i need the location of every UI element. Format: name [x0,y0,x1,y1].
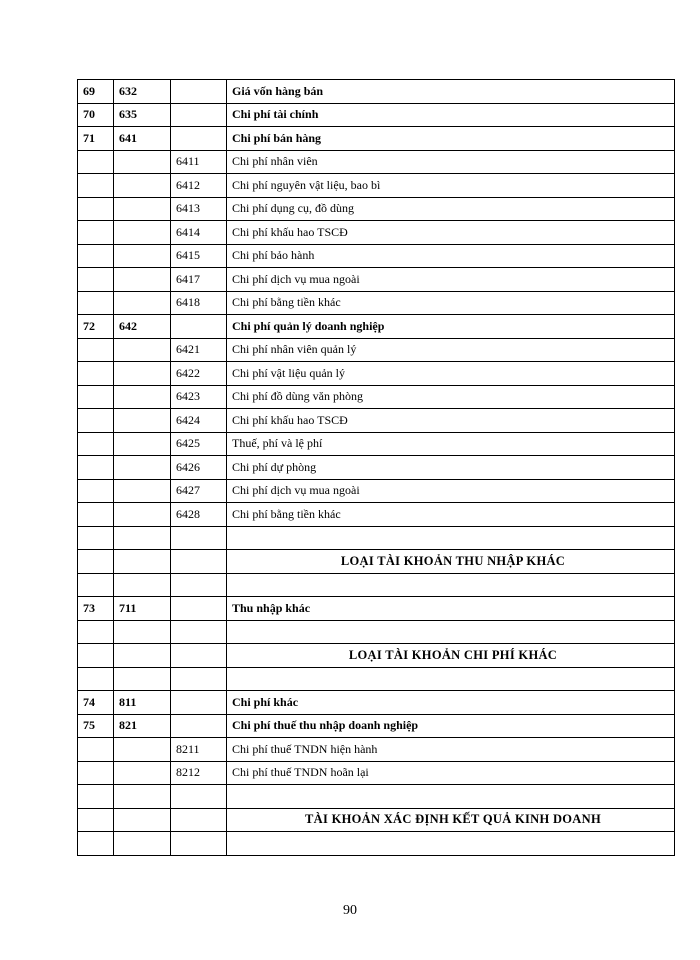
account-name-cell [227,526,675,550]
account-level2-cell [171,80,227,104]
account-row [78,409,675,433]
account-table-body [78,80,675,856]
account-level2-cell [171,714,227,738]
empty-row [78,832,675,856]
account-stt-cell [78,385,114,409]
account-stt-cell [78,432,114,456]
account-name-cell: Chi phí tài chính [227,103,675,127]
account-stt-cell [78,620,114,644]
account-level1-cell: 811 [114,691,171,715]
account-level2-cell [171,620,227,644]
account-level1-cell [114,197,171,221]
account-level1-cell [114,738,171,762]
account-name-cell: Chi phí khấu hao TSCĐ [227,221,675,245]
account-level2-cell: 6412 [171,174,227,198]
account-level1-cell: 821 [114,714,171,738]
account-row [78,385,675,409]
account-level2-cell [171,526,227,550]
account-level1-cell [114,479,171,503]
account-level2-cell: 6422 [171,362,227,386]
account-row [78,197,675,221]
account-level1-cell [114,832,171,856]
account-level2-cell: 6424 [171,409,227,433]
account-name-cell: Chi phí nhân viên [227,150,675,174]
account-level1-cell [114,291,171,315]
account-level2-cell [171,667,227,691]
account-level2-cell: 6425 [171,432,227,456]
account-name-cell [227,667,675,691]
account-name-cell: Chi phí thuế TNDN hiện hành [227,738,675,762]
account-level1-cell [114,338,171,362]
account-name-cell: Chi phí dụng cụ, đồ dùng [227,197,675,221]
account-row [78,479,675,503]
account-stt-cell [78,174,114,198]
account-stt-cell: 71 [78,127,114,151]
account-stt-cell: 73 [78,597,114,621]
account-level2-cell: 6415 [171,244,227,268]
account-row [78,268,675,292]
account-level2-cell: 8212 [171,761,227,785]
account-level2-cell [171,691,227,715]
account-level2-cell: 6413 [171,197,227,221]
account-name-cell: Giá vốn hàng bán [227,80,675,104]
account-level1-cell [114,409,171,433]
account-stt-cell [78,785,114,809]
account-stt-cell: 70 [78,103,114,127]
account-row [78,221,675,245]
account-level1-cell [114,573,171,597]
account-name-cell: Thuế, phí và lệ phí [227,432,675,456]
section-header-row [78,808,675,832]
account-stt-cell [78,503,114,527]
account-table [77,79,675,856]
account-stt-cell [78,409,114,433]
account-level2-cell: 6423 [171,385,227,409]
account-level2-cell: 6418 [171,291,227,315]
account-level2-cell: 6427 [171,479,227,503]
account-name-cell: Chi phí thuế TNDN hoãn lại [227,761,675,785]
account-name-cell: Chi phí bằng tiền khác [227,291,675,315]
account-stt-cell [78,738,114,762]
empty-row [78,785,675,809]
account-level2-cell: 6411 [171,150,227,174]
account-row [78,738,675,762]
account-row [78,244,675,268]
account-level2-cell [171,785,227,809]
account-stt-cell [78,244,114,268]
account-level2-cell: 8211 [171,738,227,762]
page-number: 90 [343,903,357,918]
account-name-cell: Chi phí khấu hao TSCĐ [227,409,675,433]
account-level2-cell: 6428 [171,503,227,527]
account-stt-cell [78,197,114,221]
account-name-cell: Chi phí bảo hành [227,244,675,268]
account-row [78,291,675,315]
account-level2-cell [171,597,227,621]
account-level1-cell [114,432,171,456]
account-level2-cell [171,573,227,597]
account-level1-cell [114,244,171,268]
account-level1-cell [114,526,171,550]
account-name-cell [227,785,675,809]
account-level1-cell [114,761,171,785]
account-level1-cell: 711 [114,597,171,621]
account-level1-cell [114,785,171,809]
account-level2-cell [171,103,227,127]
account-name-cell [227,573,675,597]
account-stt-cell [78,479,114,503]
section-title: LOẠI TÀI KHOẢN CHI PHÍ KHÁC [227,644,675,668]
account-stt-cell [78,550,114,574]
account-level1-cell [114,503,171,527]
account-stt-cell [78,362,114,386]
account-stt-cell [78,644,114,668]
account-name-cell: Chi phí dịch vụ mua ngoài [227,479,675,503]
account-stt-cell [78,456,114,480]
account-row [78,315,675,339]
account-name-cell: Chi phí nguyên vật liệu, bao bì [227,174,675,198]
account-level2-cell [171,644,227,668]
account-level1-cell: 641 [114,127,171,151]
empty-row [78,526,675,550]
account-row [78,103,675,127]
account-name-cell [227,620,675,644]
account-level1-cell [114,174,171,198]
account-level2-cell [171,832,227,856]
account-stt-cell [78,526,114,550]
account-row [78,127,675,151]
account-stt-cell [78,808,114,832]
empty-row [78,620,675,644]
account-stt-cell [78,291,114,315]
empty-row [78,667,675,691]
account-row [78,150,675,174]
account-level2-cell [171,315,227,339]
account-stt-cell [78,832,114,856]
account-row [78,503,675,527]
account-name-cell: Thu nhập khác [227,597,675,621]
account-name-cell: Chi phí vật liệu quản lý [227,362,675,386]
account-name-cell: Chi phí nhân viên quản lý [227,338,675,362]
account-row [78,80,675,104]
account-level1-cell [114,221,171,245]
account-row [78,691,675,715]
account-level1-cell [114,268,171,292]
section-header-row [78,644,675,668]
section-title: TÀI KHOẢN XÁC ĐỊNH KẾT QUẢ KINH DOANH [227,808,675,832]
account-row [78,761,675,785]
account-name-cell: Chi phí bán hàng [227,127,675,151]
account-level1-cell [114,456,171,480]
account-level1-cell [114,385,171,409]
account-name-cell: Chi phí bằng tiền khác [227,503,675,527]
account-row [78,174,675,198]
account-stt-cell: 69 [78,80,114,104]
account-level2-cell [171,808,227,832]
account-row [78,432,675,456]
account-level1-cell [114,550,171,574]
account-stt-cell [78,221,114,245]
account-level1-cell [114,362,171,386]
account-row [78,714,675,738]
account-level2-cell [171,127,227,151]
account-name-cell: Chi phí đồ dùng văn phòng [227,385,675,409]
account-stt-cell: 72 [78,315,114,339]
section-header-row [78,550,675,574]
account-stt-cell: 74 [78,691,114,715]
account-name-cell: Chi phí thuế thu nhập doanh nghiệp [227,714,675,738]
account-level2-cell: 6417 [171,268,227,292]
account-level1-cell [114,667,171,691]
account-stt-cell [78,150,114,174]
account-level1-cell: 642 [114,315,171,339]
account-name-cell: Chi phí quản lý doanh nghiệp [227,315,675,339]
account-level2-cell: 6426 [171,456,227,480]
account-name-cell [227,832,675,856]
account-level2-cell [171,550,227,574]
account-level1-cell [114,808,171,832]
account-stt-cell [78,573,114,597]
account-level1-cell [114,150,171,174]
account-level1-cell [114,644,171,668]
account-name-cell: Chi phí dự phòng [227,456,675,480]
account-level1-cell: 632 [114,80,171,104]
account-level1-cell: 635 [114,103,171,127]
section-title: LOẠI TÀI KHOẢN THU NHẬP KHÁC [227,550,675,574]
account-row [78,597,675,621]
account-stt-cell: 75 [78,714,114,738]
account-level2-cell: 6414 [171,221,227,245]
account-name-cell: Chi phí khác [227,691,675,715]
empty-row [78,573,675,597]
account-stt-cell [78,338,114,362]
account-stt-cell [78,667,114,691]
account-row [78,362,675,386]
account-name-cell: Chi phí dịch vụ mua ngoài [227,268,675,292]
account-stt-cell [78,761,114,785]
account-level1-cell [114,620,171,644]
account-row [78,456,675,480]
account-level2-cell: 6421 [171,338,227,362]
account-stt-cell [78,268,114,292]
account-row [78,338,675,362]
